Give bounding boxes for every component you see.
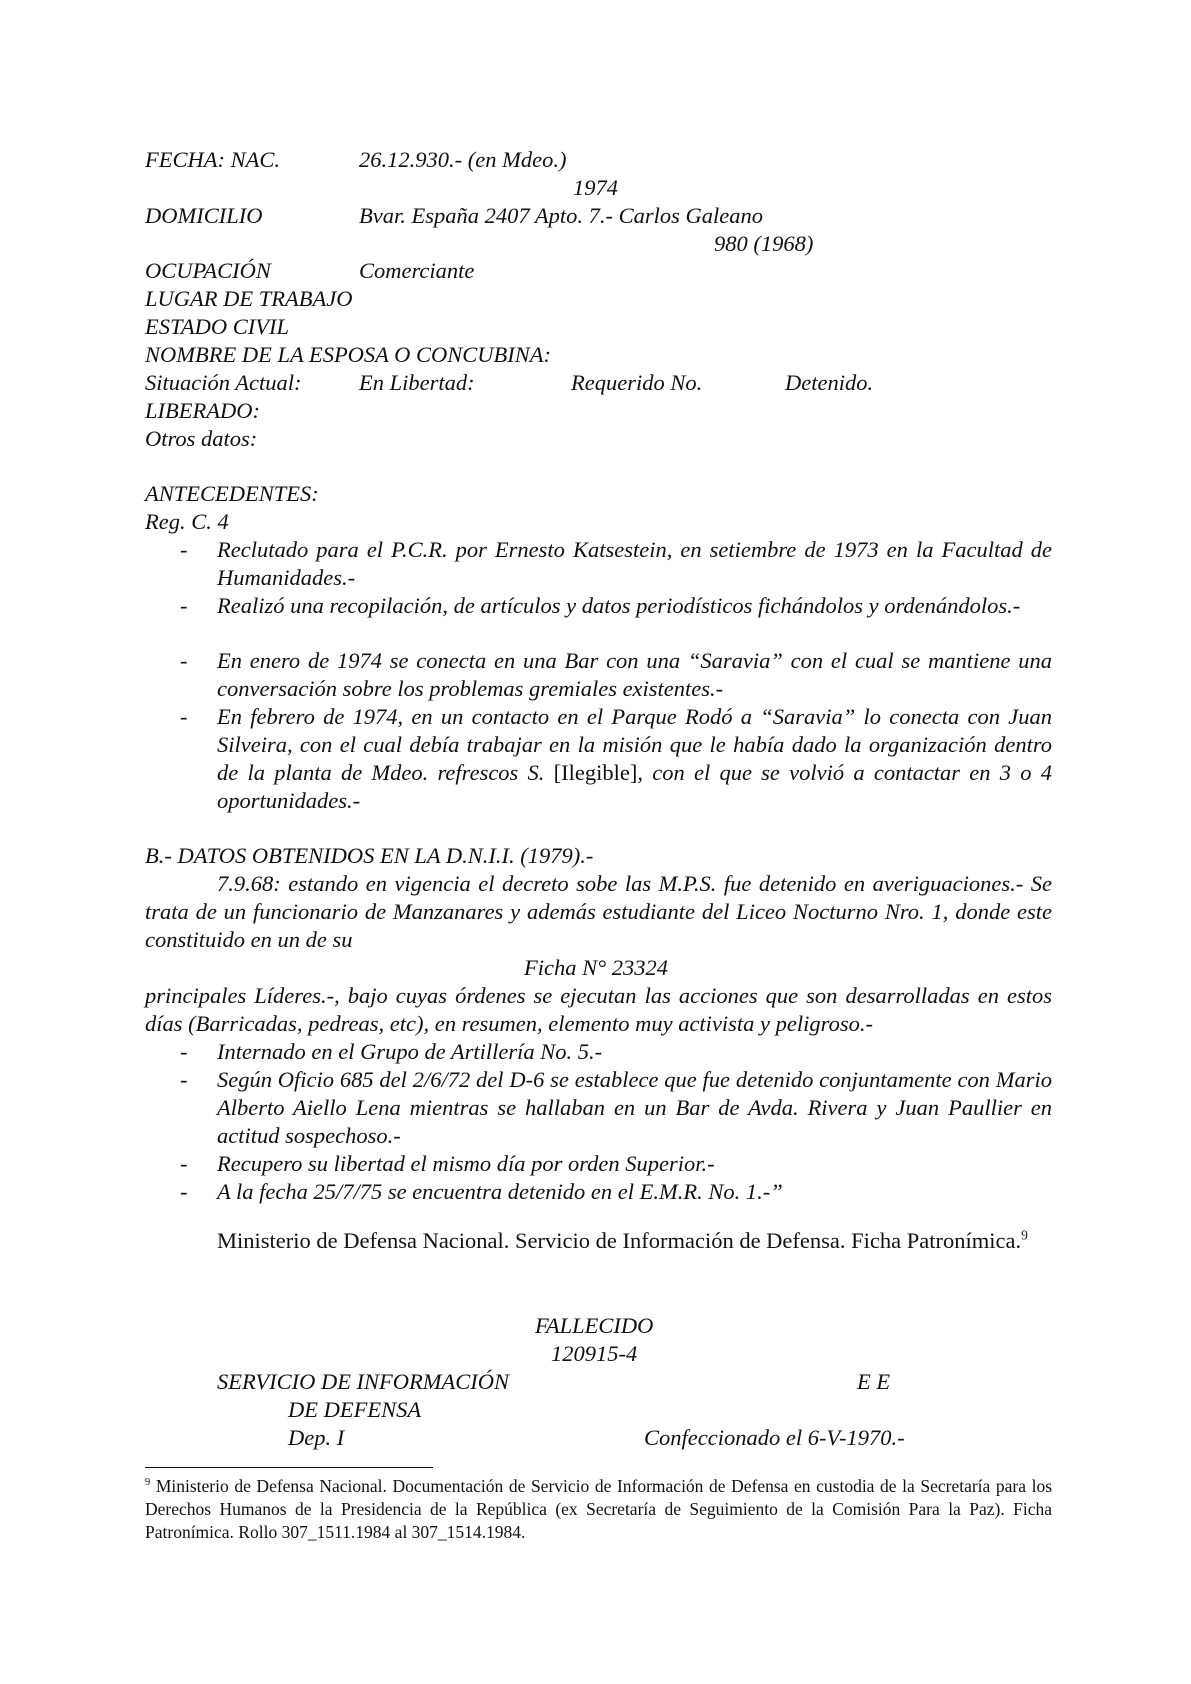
bullet-dash: -	[180, 1151, 188, 1176]
confeccionado-date: Confeccionado el 6-V-1970.-	[644, 1425, 905, 1450]
dnii-heading: B.- DATOS OBTENIDOS EN LA D.N.I.I. (1979).-	[145, 843, 594, 868]
bullet-dash: -	[180, 1179, 188, 1204]
dep-label: Dep. I	[288, 1425, 345, 1450]
dnii-item: A la fecha 25/7/75 se encuentra detenido en el E.M.R. No. 1.-”	[217, 1179, 783, 1204]
antecedente-item-text-end: , con el que se volvió a contactar en 3 o 4 oportunidades.-	[217, 760, 1052, 813]
ficha-id: 120915-4	[551, 1341, 638, 1366]
lugar-trabajo-label: LUGAR DE TRABAJO	[145, 286, 353, 311]
dnii-item: Según Oficio 685 del 2/6/72 del D-6 se establece que fue detenido conjuntamente con Mario Alberto Aiello Lena mientras se hallaban en un Bar de Avda. Rivera y Juan Paullier en actitud sospechoso.-	[217, 1067, 1052, 1148]
year-note: 1974	[573, 175, 618, 200]
dnii-item: Recupero su libertad el mismo día por orden Superior.-	[217, 1151, 715, 1176]
reg-label: Reg. C. 4	[145, 509, 229, 534]
situacion-detenido: Detenido.	[785, 370, 874, 395]
antecedente-item: Realizó una recopilación, de artículos y datos periodísticos fichándolos y ordenándolos.-	[217, 593, 1021, 618]
illegible-mark: [Ilegible]	[553, 760, 638, 785]
situacion-libertad: En Libertad:	[359, 370, 475, 395]
dnii-item: Internado en el Grupo de Artillería No. 5.-	[217, 1039, 603, 1064]
liberado-label: LIBERADO:	[145, 398, 260, 423]
domicilio-extra: 980 (1968)	[714, 231, 814, 256]
footnote-text: Ministerio de Defensa Nacional. Documentación de Servicio de Información de Defensa en custodia de la Secretaría para los Derechos Humanos de la Presidencia de la República (ex Secretaría de Seguimiento de la Comisión Para la Paz). Ficha Patronímica. Rollo 307_1511.1984 al 307_1514.1984.	[145, 1476, 1052, 1542]
bullet-dash: -	[180, 537, 188, 562]
antecedente-item: En enero de 1974 se conecta en una Bar con una “Saravia” con el cual se mantiene una conversación sobre los problemas gremiales existentes.-	[217, 648, 1052, 701]
fecha-nac-label: FECHA: NAC.	[145, 147, 280, 172]
otros-datos-label: Otros datos:	[145, 426, 258, 451]
domicilio-label: DOMICILIO	[145, 203, 263, 228]
antecedente-item: Reclutado para el P.C.R. por Ernesto Katsestein, en setiembre de 1973 en la Facultad de Humanidades.-	[217, 537, 1052, 590]
fallecido-label: FALLECIDO	[535, 1313, 654, 1338]
footnote-ref: 9	[1021, 1227, 1028, 1243]
antecedentes-heading: ANTECEDENTES:	[145, 481, 319, 506]
bullet-dash: -	[180, 704, 188, 729]
antecedente-item	[217, 703, 1052, 815]
ministerio-paragraph	[145, 1227, 1052, 1255]
antecedente-item-text: En febrero de 1974, en un contacto en el Parque Rodó a “Saravia” lo conecta con Juan Silveira, con el cual debía trabajar en la misión que le había dado la organización dentro de la planta de Mdeo. refrescos S.	[217, 704, 1052, 785]
bullet-dash: -	[180, 1067, 188, 1092]
situacion-label: Situación Actual:	[145, 370, 302, 395]
footnote	[145, 1475, 1052, 1544]
situacion-requerido: Requerido No.	[571, 370, 703, 395]
footnote-number: 9	[145, 1477, 151, 1489]
servicio-line1: SERVICIO DE INFORMACIÓN	[217, 1369, 510, 1394]
bullet-dash: -	[180, 648, 188, 673]
ee-mark: E E	[857, 1369, 891, 1394]
servicio-line2: DE DEFENSA	[288, 1397, 422, 1422]
ocupacion-value: Comerciante	[359, 258, 475, 283]
bullet-dash: -	[180, 1039, 188, 1064]
dnii-paragraph-continued: principales Líderes.-, bajo cuyas órdenes se ejecutan las acciones que son desarrolladas en estos días (Barricadas, pedreas, etc), en resumen, elemento muy activista y peligroso.-	[145, 983, 1052, 1036]
estado-civil-label: ESTADO CIVIL	[145, 314, 289, 339]
footnote-rule	[145, 1467, 433, 1468]
bullet-dash: -	[180, 593, 188, 618]
ministerio-text: Ministerio de Defensa Nacional. Servicio de Información de Defensa. Ficha Patronímica.	[217, 1228, 1022, 1253]
ocupacion-label: OCUPACIÓN	[145, 258, 271, 283]
domicilio-value: Bvar. España 2407 Apto. 7.- Carlos Galeano	[359, 203, 763, 228]
dnii-paragraph: 7.9.68: estando en vigencia el decreto sobe las M.P.S. fue detenido en averiguaciones.- Se trata de un funcionario de Manzanares y además estudiante del Liceo Nocturno Nro. 1, donde este constituido en un de su	[145, 871, 1052, 952]
fecha-nac-value: 26.12.930.- (en Mdeo.)	[359, 147, 567, 172]
ficha-number: Ficha N° 23324	[524, 955, 668, 980]
esposa-label: NOMBRE DE LA ESPOSA O CONCUBINA:	[145, 342, 552, 367]
